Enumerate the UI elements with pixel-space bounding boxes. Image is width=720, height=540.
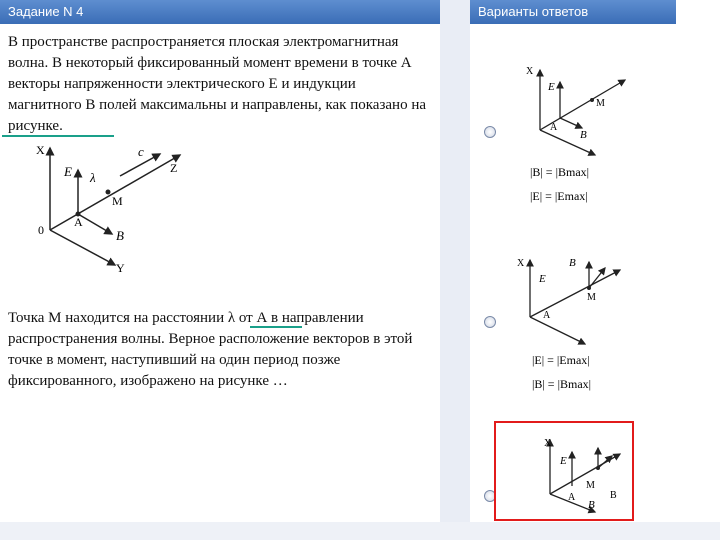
bottom-bar bbox=[0, 522, 720, 540]
answer-radio-1[interactable] bbox=[484, 126, 496, 138]
question-diagram bbox=[20, 140, 220, 280]
label-m: M bbox=[112, 194, 123, 208]
label-y: Y bbox=[116, 261, 125, 275]
task-header: Задание N 4 bbox=[0, 0, 440, 24]
svg-text:E: E bbox=[560, 455, 567, 467]
answers-header: Варианты ответов bbox=[470, 0, 676, 24]
svg-text:M: M bbox=[586, 480, 595, 491]
y-axis bbox=[50, 230, 115, 265]
svg-text:M: M bbox=[596, 98, 605, 109]
svg-text:E: E bbox=[539, 273, 546, 285]
answer-formulas-2 bbox=[532, 348, 591, 396]
svg-text:A: A bbox=[550, 122, 558, 133]
answer-1-formula-1: |B| = |Bmax| bbox=[530, 165, 590, 179]
label-o: 0 bbox=[38, 223, 44, 237]
svg-text:A: A bbox=[568, 492, 576, 503]
answer-diagram-2 bbox=[505, 252, 635, 347]
label-x: X bbox=[36, 143, 45, 157]
point-m bbox=[106, 190, 111, 195]
svg-text:B: B bbox=[569, 257, 576, 269]
underline-mark bbox=[2, 135, 114, 137]
answer-diagram-3 bbox=[530, 434, 630, 514]
label-e: E bbox=[64, 164, 72, 179]
svg-text:B: B bbox=[580, 129, 587, 141]
label-b: B bbox=[116, 228, 124, 243]
question-followup: Точка М находится на расстоянии λ от А в направлении распространения волны. Верное расположение векторов в этой точке в момент, наступивший на один период позже фиксированного, изображено на рисунке … bbox=[8, 310, 413, 389]
answer-formulas-1 bbox=[530, 160, 589, 208]
answer-radio-2[interactable] bbox=[484, 316, 496, 328]
b-vector bbox=[78, 214, 112, 234]
answer-2-formula-2: |B| = |Bmax| bbox=[532, 377, 592, 391]
svg-text:B: B bbox=[588, 499, 595, 511]
right-margin bbox=[676, 0, 720, 540]
svg-text:A: A bbox=[543, 310, 551, 321]
svg-text:M: M bbox=[587, 292, 596, 303]
svg-text:X: X bbox=[526, 66, 534, 77]
svg-text:X: X bbox=[517, 258, 525, 269]
question-intro: В пространстве распространяется плоская электромагнитная волна. В некоторый фиксированный момент времени в точке А векторы напряженности электрического E и индукции магнитного B полей максимальны и направлены, как показано на рисунке. bbox=[8, 34, 427, 134]
answer-2-formula-1: |E| = |Emax| bbox=[532, 353, 590, 367]
svg-text:X: X bbox=[544, 438, 552, 449]
underline-mark-lambda bbox=[250, 326, 302, 328]
label-lambda: λ bbox=[90, 170, 96, 185]
label-z: Z bbox=[170, 161, 178, 175]
label-a: A bbox=[74, 215, 83, 229]
label-c: c bbox=[138, 144, 144, 159]
panel-separator bbox=[440, 0, 470, 522]
answer-diagram-1 bbox=[500, 60, 640, 160]
answer-1-formula-2: |E| = |Emax| bbox=[530, 189, 588, 203]
svg-text:E: E bbox=[548, 81, 555, 93]
svg-text:B: B bbox=[610, 490, 617, 501]
